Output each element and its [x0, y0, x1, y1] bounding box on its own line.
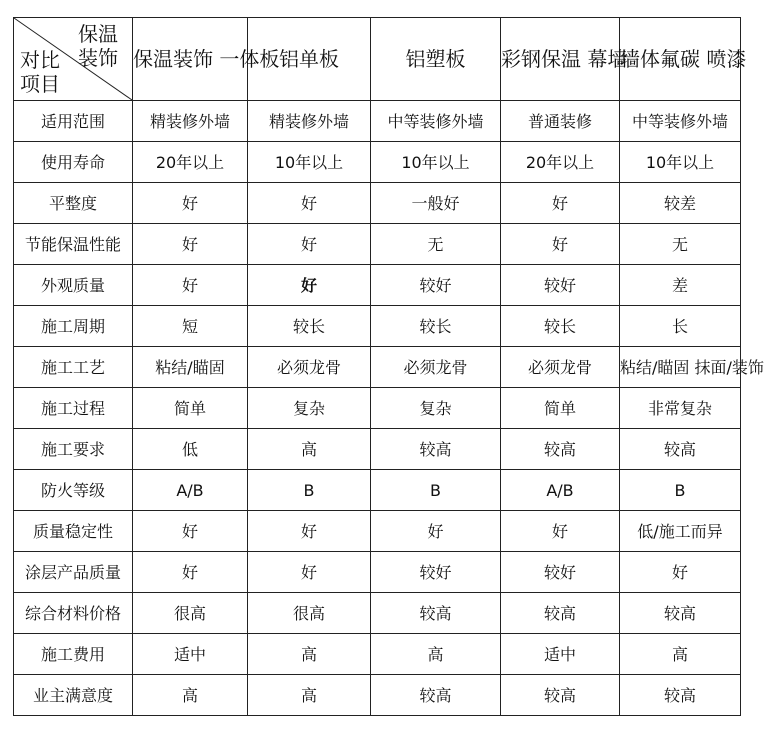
row-label: 外观质量: [14, 265, 133, 306]
row-label: 施工费用: [14, 634, 133, 675]
table-cell: 较高: [620, 675, 741, 716]
table-cell: 高: [248, 675, 371, 716]
column-header-2: 铝单板: [248, 18, 371, 101]
table-cell: 较高: [501, 593, 620, 634]
table-cell: 较高: [501, 429, 620, 470]
table-cell: 好: [133, 183, 248, 224]
row-label: 使用寿命: [14, 142, 133, 183]
table-cell: 好: [133, 552, 248, 593]
table-row: [14, 429, 741, 470]
corner-header-top: 保温装饰: [78, 22, 118, 70]
row-label: 防火等级: [14, 470, 133, 511]
table-cell: 高: [248, 429, 371, 470]
row-label: 涂层产品质量: [14, 552, 133, 593]
row-label: 适用范围: [14, 101, 133, 142]
table-cell: 好: [248, 183, 371, 224]
table-cell: 中等装修外墙: [371, 101, 501, 142]
table-cell: 无: [620, 224, 741, 265]
table-row: [14, 675, 741, 716]
table-cell: 好: [501, 511, 620, 552]
table-cell: 较高: [620, 429, 741, 470]
table-cell: 高: [133, 675, 248, 716]
row-label: 施工过程: [14, 388, 133, 429]
table-row: [14, 101, 741, 142]
table-row: [14, 265, 741, 306]
table-cell: 较高: [371, 429, 501, 470]
table-cell: 简单: [501, 388, 620, 429]
row-label: 平整度: [14, 183, 133, 224]
table-cell: 较高: [501, 675, 620, 716]
table-cell: 好: [501, 183, 620, 224]
table-cell: 较好: [501, 265, 620, 306]
table-cell: 中等装修外墙: [620, 101, 741, 142]
table-cell: 好: [248, 552, 371, 593]
table-cell: 较差: [620, 183, 741, 224]
table-cell: 较高: [620, 593, 741, 634]
table-cell: 粘结/瞄固 抹面/装饰: [620, 347, 741, 388]
table-cell: A/B: [501, 470, 620, 511]
table-cell: 非常复杂: [620, 388, 741, 429]
table-cell: 粘结/瞄固: [133, 347, 248, 388]
table-cell: 10年以上: [248, 142, 371, 183]
column-header-5: 墙体氟碳 喷漆: [620, 18, 741, 101]
column-header-1: 保温装饰 一体板: [133, 18, 248, 101]
table-cell: 好: [371, 511, 501, 552]
table-cell: 好: [248, 511, 371, 552]
table-cell: 长: [620, 306, 741, 347]
table-cell: B: [371, 470, 501, 511]
table-cell: 好: [133, 265, 248, 306]
table-cell: 短: [133, 306, 248, 347]
table-row: [14, 470, 741, 511]
corner-header-cell: [14, 18, 133, 101]
row-label: 节能保温性能: [14, 224, 133, 265]
table-cell: 差: [620, 265, 741, 306]
table-cell: 普通装修: [501, 101, 620, 142]
table-cell: 较好: [371, 265, 501, 306]
table-cell: 较好: [371, 552, 501, 593]
table-cell: 20年以上: [133, 142, 248, 183]
table-row: [14, 552, 741, 593]
row-label: 综合材料价格: [14, 593, 133, 634]
corner-header-bottom: 对比项目: [20, 48, 60, 96]
table-cell: A/B: [133, 470, 248, 511]
table-cell: 很高: [133, 593, 248, 634]
table-cell: 必须龙骨: [501, 347, 620, 388]
table-row: [14, 142, 741, 183]
table-cell: 复杂: [248, 388, 371, 429]
row-label: 施工周期: [14, 306, 133, 347]
table-row: [14, 224, 741, 265]
table-cell: 10年以上: [371, 142, 501, 183]
table-row: [14, 634, 741, 675]
table-cell: B: [248, 470, 371, 511]
table-row: [14, 347, 741, 388]
table-cell: 必须龙骨: [371, 347, 501, 388]
table-cell: 一般好: [371, 183, 501, 224]
table-cell: 低: [133, 429, 248, 470]
row-label: 业主满意度: [14, 675, 133, 716]
table-cell: 复杂: [371, 388, 501, 429]
table-cell: 10年以上: [620, 142, 741, 183]
table-row: [14, 593, 741, 634]
table-row: [14, 511, 741, 552]
table-cell: 简单: [133, 388, 248, 429]
table-cell: 精装修外墙: [133, 101, 248, 142]
table-cell: 好: [133, 511, 248, 552]
table-cell: 较高: [371, 675, 501, 716]
table-cell: 较长: [371, 306, 501, 347]
table-cell: 好: [620, 552, 741, 593]
column-header-3: 铝塑板: [371, 18, 501, 101]
table-cell: 较长: [248, 306, 371, 347]
table-cell: 适中: [133, 634, 248, 675]
table-cell: 较高: [371, 593, 501, 634]
table-cell: 较好: [501, 552, 620, 593]
comparison-table: [13, 17, 764, 716]
table-cell: 低/施工而异: [620, 511, 741, 552]
table-header-row: [14, 18, 741, 101]
table-cell: 无: [371, 224, 501, 265]
column-header-4: 彩钢保温 幕墙: [501, 18, 620, 101]
table-row: [14, 388, 741, 429]
table-cell: 20年以上: [501, 142, 620, 183]
row-label: 施工工艺: [14, 347, 133, 388]
table-cell: 高: [620, 634, 741, 675]
table-cell: 好: [133, 224, 248, 265]
table-cell: 高: [371, 634, 501, 675]
row-label: 施工要求: [14, 429, 133, 470]
table-cell: 好: [501, 224, 620, 265]
row-label: 质量稳定性: [14, 511, 133, 552]
table-cell: 较长: [501, 306, 620, 347]
table-cell: 好: [248, 224, 371, 265]
table-cell: 高: [248, 634, 371, 675]
table-cell: 精装修外墙: [248, 101, 371, 142]
table-cell-bold: 好: [248, 265, 371, 306]
table-cell: 很高: [248, 593, 371, 634]
table-cell: B: [620, 470, 741, 511]
table-row: [14, 306, 741, 347]
table-cell: 必须龙骨: [248, 347, 371, 388]
table-row: [14, 183, 741, 224]
table-cell: 适中: [501, 634, 620, 675]
